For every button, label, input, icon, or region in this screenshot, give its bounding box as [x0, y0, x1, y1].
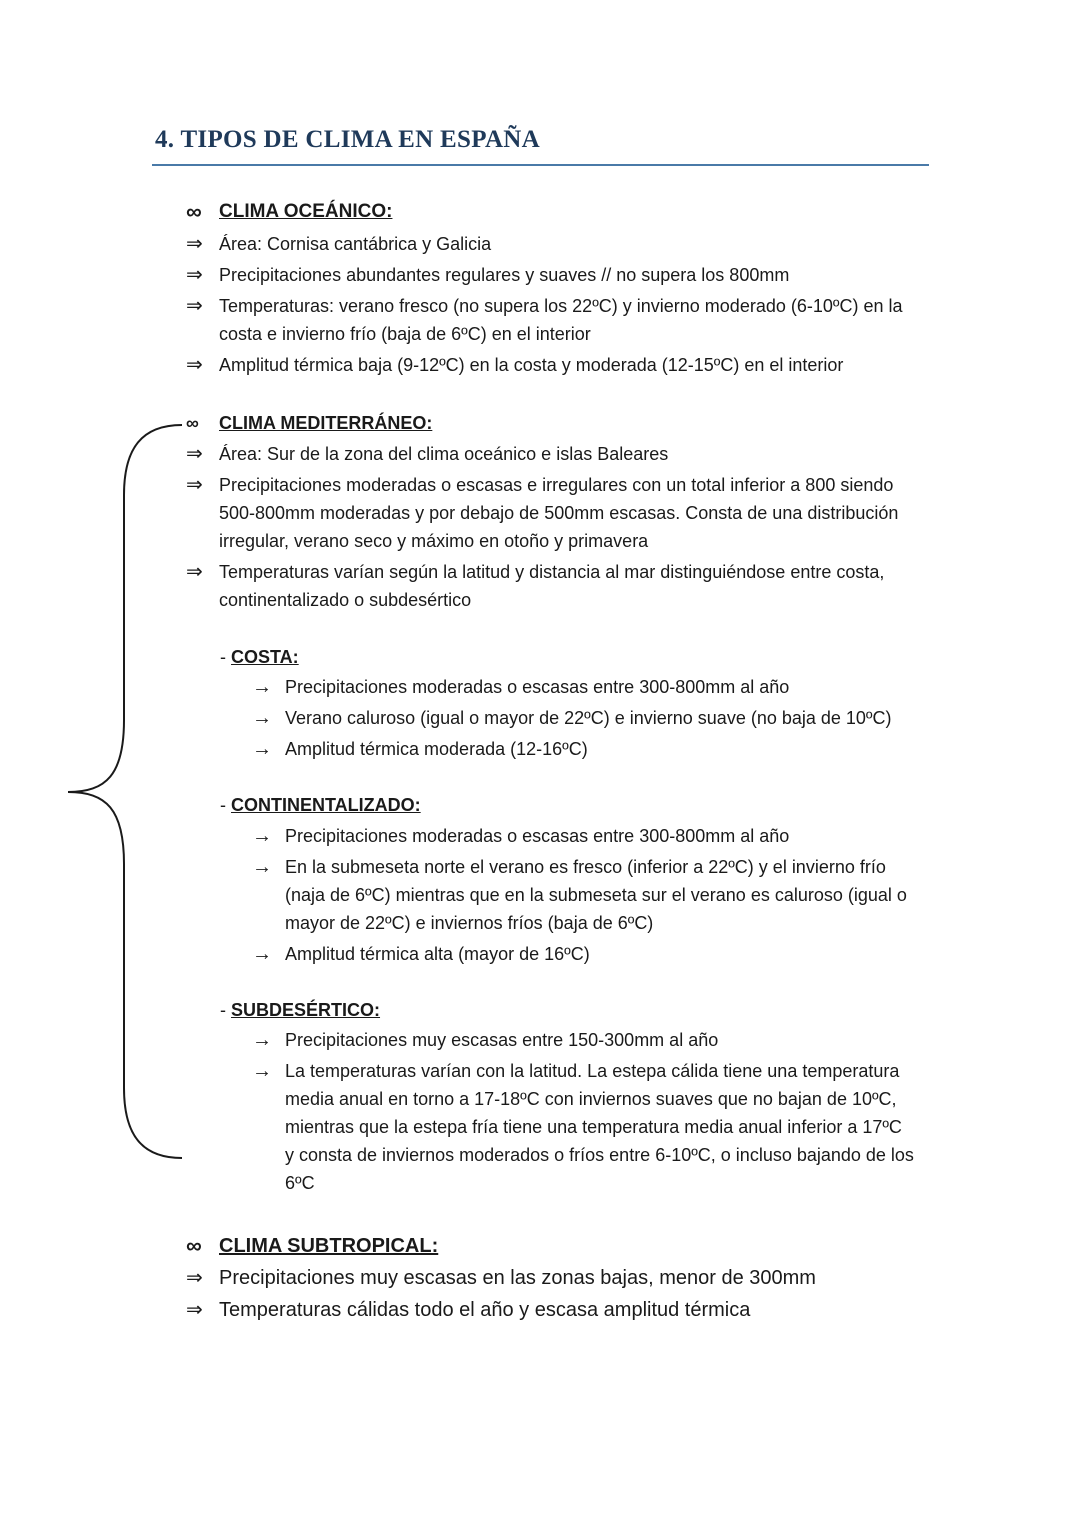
- subtropical-item: Temperaturas cálidas todo el año y escasa amplitud térmica: [219, 1299, 751, 1321]
- mediterraneo-item: Área: Sur de la zona del clima oceánico e islas Baleares: [219, 444, 669, 464]
- oceanico-item: Temperaturas: verano fresco (no supera los 22ºC) y invierno moderado (6-10ºC) en la: [219, 296, 903, 316]
- right-arrow-icon: →: [252, 1029, 272, 1051]
- infinity-bullet-icon: ∞: [186, 413, 199, 433]
- continentalizado-item: (naja de 6ºC) mientras que en la submeseta sur el verano es caluroso (igual o: [285, 885, 907, 905]
- continentalizado-item: Precipitaciones moderadas o escasas entre 300-800mm al año: [285, 826, 790, 846]
- implies-arrow-icon: ⇒: [186, 561, 203, 583]
- costa-item: Verano caluroso (igual o mayor de 22ºC) e invierno suave (no baja de 10ºC): [285, 708, 892, 728]
- right-arrow-icon: →: [252, 1060, 272, 1082]
- mediterraneo-item: 500-800mm moderadas y por debajo de 500mm escasas. Consta de una distribución: [219, 503, 899, 523]
- continentalizado-item: Amplitud térmica alta (mayor de 16ºC): [285, 944, 590, 964]
- mediterraneo-item: Temperaturas varían según la latitud y distancia al mar distinguiéndose entre costa,: [219, 562, 885, 582]
- infinity-bullet-icon: ∞: [186, 1233, 202, 1258]
- mediterraneo-item: continentalizado o subdesértico: [219, 590, 472, 610]
- heading-mediterraneo: CLIMA MEDITERRÁNEO:: [219, 413, 433, 433]
- page-title: 4. TIPOS DE CLIMA EN ESPAÑA: [155, 126, 541, 153]
- subtropical-item: Precipitaciones muy escasas en las zonas bajas, menor de 300mm: [219, 1267, 816, 1289]
- subdesertico-item: 6ºC: [285, 1173, 315, 1193]
- oceanico-item: Área: Cornisa cantábrica y Galicia: [219, 234, 492, 254]
- subdesertico-item: La temperaturas varían con la latitud. La estepa cálida tiene una temperatura: [285, 1061, 900, 1081]
- right-arrow-icon: →: [252, 707, 272, 729]
- infinity-bullet-icon: ∞: [186, 199, 202, 224]
- subdesertico-item: media anual en torno a 17-18ºC con inviernos suaves que no bajan de 10ºC,: [285, 1089, 897, 1109]
- heading-subtropical: CLIMA SUBTROPICAL:: [219, 1235, 439, 1257]
- oceanico-item: Amplitud térmica baja (9-12ºC) en la costa y moderada (12-15ºC) en el interior: [219, 355, 844, 375]
- mediterraneo-item: Precipitaciones moderadas o escasas e irregulares con un total inferior a 800 siendo: [219, 475, 894, 495]
- implies-arrow-icon: ⇒: [186, 1299, 203, 1321]
- title-rule: [152, 164, 929, 166]
- right-arrow-icon: →: [252, 856, 272, 878]
- right-arrow-icon: →: [252, 738, 272, 760]
- implies-arrow-icon: ⇒: [186, 474, 203, 496]
- continentalizado-item: En la submeseta norte el verano es fresco (inferior a 22ºC) y el invierno frío: [285, 857, 886, 877]
- heading-oceanico: CLIMA OCEÁNICO:: [219, 201, 393, 222]
- subdesertico-item: mientras que la estepa fría tiene una temperatura media anual inferior a 17ºC: [285, 1117, 902, 1137]
- subdesertico-item: Precipitaciones muy escasas entre 150-300mm al año: [285, 1030, 719, 1050]
- subdesertico-item: y consta de inviernos moderados o fríos entre 6-10ºC, o incluso bajando de los: [285, 1145, 914, 1165]
- implies-arrow-icon: ⇒: [186, 354, 203, 376]
- right-arrow-icon: →: [252, 676, 272, 698]
- subheading-costa: - COSTA:: [220, 647, 299, 667]
- implies-arrow-icon: ⇒: [186, 1267, 203, 1289]
- continentalizado-item: mayor de 22ºC) e inviernos fríos (baja de 6ºC): [285, 913, 654, 933]
- oceanico-item: Precipitaciones abundantes regulares y suaves // no supera los 800mm: [219, 265, 790, 285]
- curly-brace-icon: [60, 420, 190, 1165]
- right-arrow-icon: →: [252, 943, 272, 965]
- mediterraneo-item: irregular, verano seco y máximo en otoño y primavera: [219, 531, 649, 551]
- oceanico-item: costa e invierno frío (baja de 6ºC) en el interior: [219, 324, 591, 344]
- subheading-subdesertico: - SUBDESÉRTICO:: [220, 1000, 381, 1020]
- right-arrow-icon: →: [252, 825, 272, 847]
- costa-item: Precipitaciones moderadas o escasas entre 300-800mm al año: [285, 677, 790, 697]
- implies-arrow-icon: ⇒: [186, 264, 203, 286]
- implies-arrow-icon: ⇒: [186, 443, 203, 465]
- subheading-continentalizado: - CONTINENTALIZADO:: [220, 795, 421, 815]
- costa-item: Amplitud térmica moderada (12-16ºC): [285, 739, 588, 759]
- implies-arrow-icon: ⇒: [186, 295, 203, 317]
- implies-arrow-icon: ⇒: [186, 233, 203, 255]
